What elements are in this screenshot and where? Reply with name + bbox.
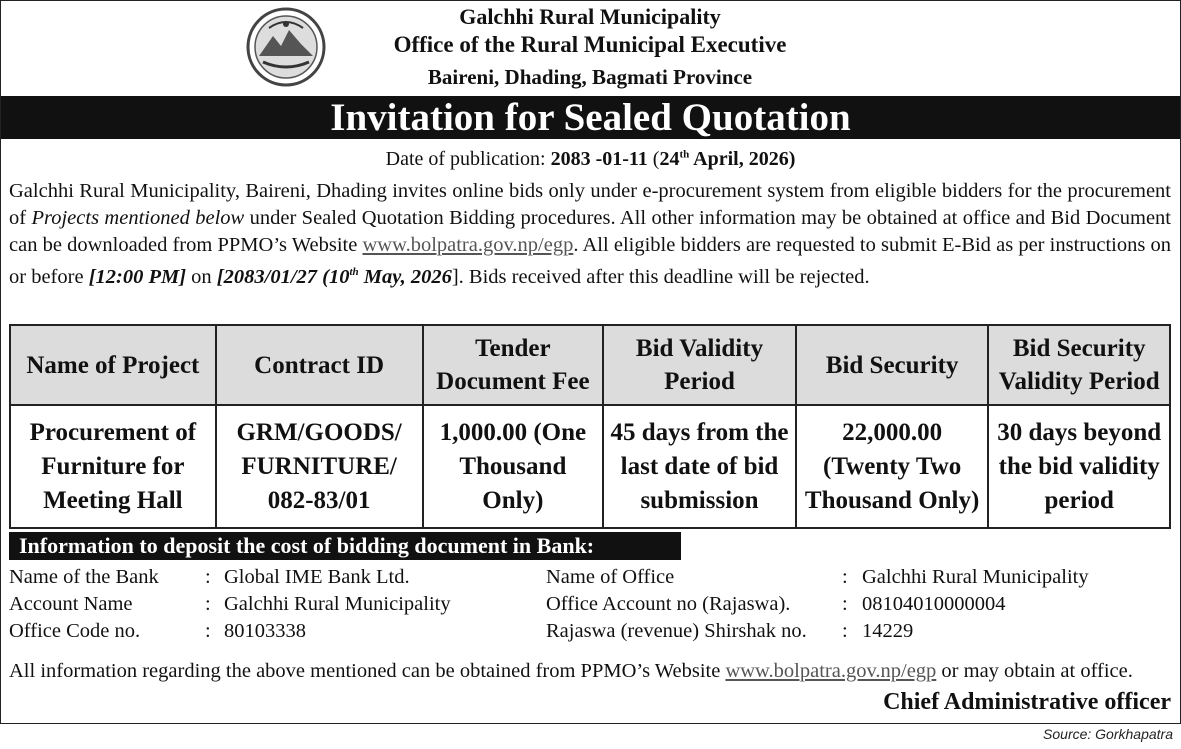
revenue-shirshak-value: 14229 [862, 620, 914, 642]
tender-fee-cell: 1,000.00 (One Thousand Only) [423, 405, 604, 528]
footer-paragraph: All information regarding the above mentioned can be obtained from PPMO’s Website www.bolpatra.gov.np/egp or may obtain at office. [9, 660, 1133, 682]
separator: : [205, 566, 211, 588]
account-name-value: Galchhi Rural Municipality [224, 593, 451, 615]
table-header-row [10, 325, 1170, 405]
office-name: Office of the Rural Municipal Executive [393, 32, 787, 57]
column-header: Contract ID [216, 325, 423, 405]
bid-validity-cell: 45 days from the last date of bid submission [603, 405, 796, 528]
separator: : [842, 620, 848, 642]
invitation-paragraph: Galchhi Rural Municipality, Baireni, Dhading invites online bids only under e-procurement system from eligible bidders for the procurement of Projects mentioned below under Sealed Quotation Bidding procedures. All other information may be obtained at office and Bid Document can be downloaded from PPMO’s Website www.bolpatra.gov.np/egp. All eligible bidders are requested to submit E-Bid as per instructions on or before [12:00 PM] on [2083/01/27 (10th May, 2026]. Bids received after this deadline will be rejected. [9, 180, 1172, 288]
office-code-value: 80103338 [224, 620, 306, 642]
project-name-cell: Procurement of Furniture for Meeting Hall [10, 405, 216, 528]
separator: : [205, 620, 211, 642]
submission-time: [12:00 PM] [88, 265, 187, 288]
office-name-label: Name of Office [546, 566, 675, 588]
bank-name-label: Name of the Bank [9, 566, 159, 588]
office-account-value: 08104010000004 [862, 593, 1006, 615]
submission-deadline: [2083/01/27 (10th May, 2026 [216, 265, 452, 288]
bolpatra-link[interactable]: www.bolpatra.gov.np/egp [725, 660, 937, 682]
column-header: Name of Project [10, 325, 216, 405]
office-account-label: Office Account no (Rajaswa). [546, 593, 791, 615]
account-name-label: Account Name [9, 593, 133, 615]
bid-security-cell: 22,000.00 (Twenty Two Thousand Only) [796, 405, 989, 528]
office-address: Baireni, Dhading, Bagmati Province [427, 65, 753, 89]
nepal-emblem-icon [245, 6, 327, 88]
column-header: Bid Validity Period [603, 325, 796, 405]
publication-date: Date of publication: 2083 -01-11 (24th April, 2026) [385, 148, 796, 170]
column-header: Bid Security Validity Period [988, 325, 1170, 405]
office-name-value: Galchhi Rural Municipality [862, 566, 1089, 588]
security-validity-cell: 30 days beyond the bid validity period [988, 405, 1170, 528]
separator: : [205, 593, 211, 615]
source-credit: Source: Gorkhapatra [1043, 726, 1173, 742]
column-header: Bid Security [796, 325, 989, 405]
revenue-shirshak-label: Rajaswa (revenue) Shirshak no. [546, 620, 807, 642]
contract-id-cell: GRM/GOODS/ FURNITURE/ 082-83/01 [216, 405, 423, 528]
signatory: Chief Administrative officer [883, 689, 1171, 715]
separator: : [842, 593, 848, 615]
bolpatra-link[interactable]: www.bolpatra.gov.np/egp [362, 234, 574, 256]
tender-table [9, 324, 1171, 529]
separator: : [842, 566, 848, 588]
municipality-name: Galchhi Rural Municipality [459, 4, 721, 29]
table-row [10, 405, 1170, 528]
notice-title: Invitation for Sealed Quotation [1, 96, 1180, 139]
bank-name-value: Global IME Bank Ltd. [224, 566, 410, 588]
office-code-label: Office Code no. [9, 620, 141, 642]
column-header: Tender Document Fee [423, 325, 604, 405]
bank-info-heading: Information to deposit the cost of bidding document in Bank: [9, 532, 681, 560]
